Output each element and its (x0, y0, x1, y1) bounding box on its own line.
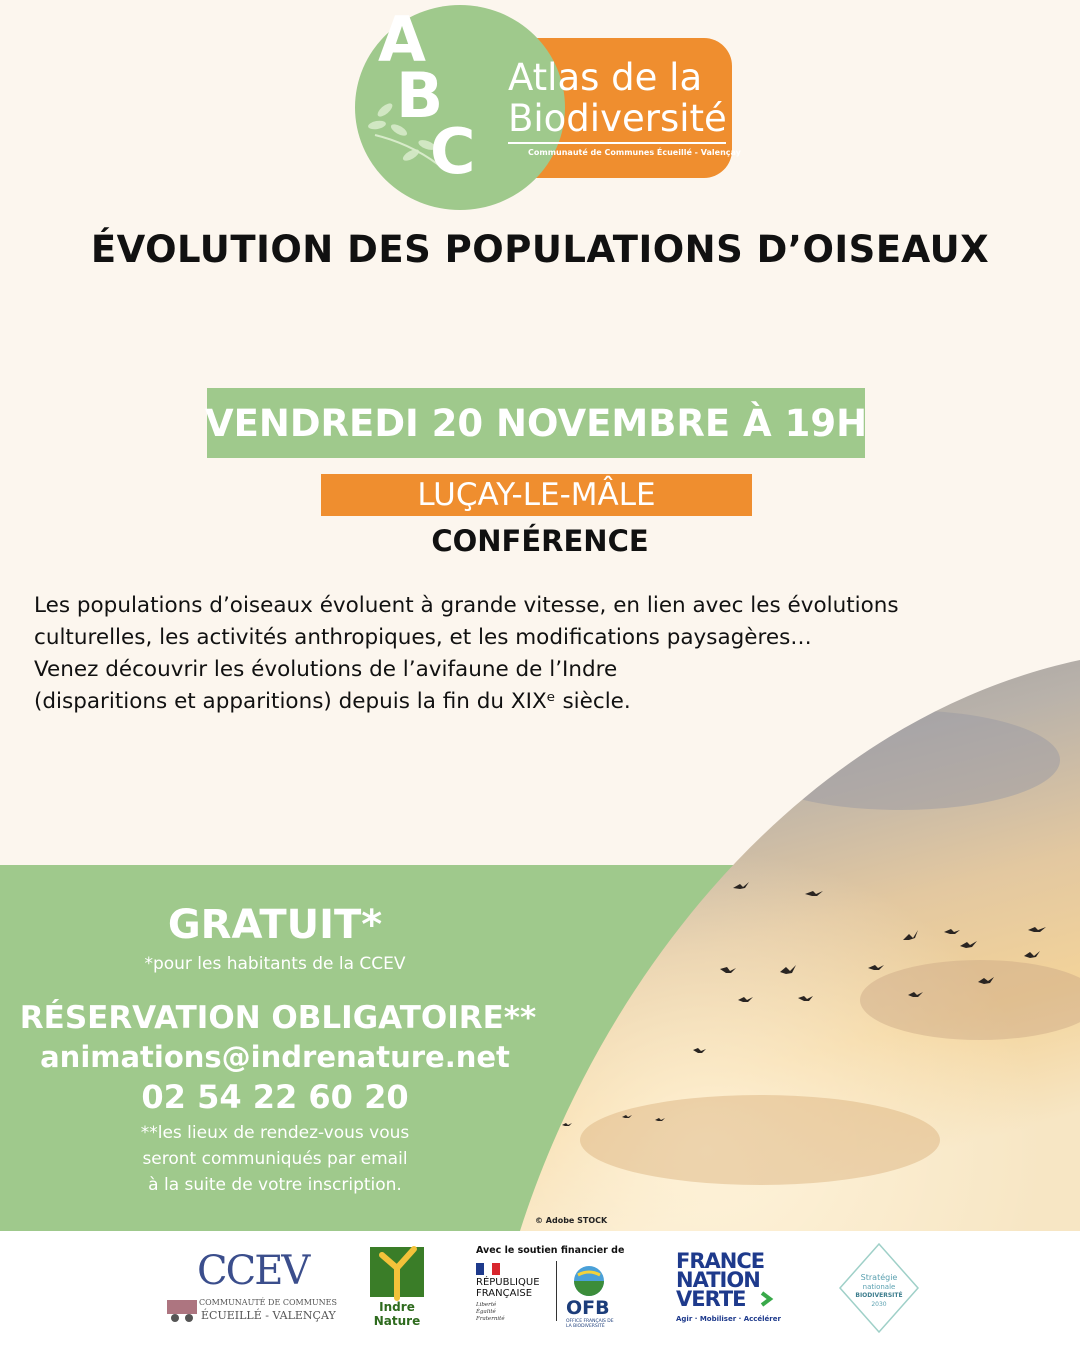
description-line: (disparitions et apparitions) depuis la fin du XIXᵉ siècle. (34, 689, 631, 714)
republique-motto (476, 1302, 505, 1323)
page-title: ÉVOLUTION DES POPULATIONS D’OISEAUX (90, 228, 990, 271)
event-place: LUÇAY-LE-MÂLE (417, 477, 656, 513)
ofb-logo (470, 1245, 625, 1333)
ofb-subtitle: OFFICE FRANÇAIS DE LA BIODIVERSITÉ (566, 1319, 614, 1329)
fnv-tagline: Agir · Mobiliser · Accélérer (676, 1315, 781, 1323)
reservation-title: RÉSERVATION OBLIGATOIRE** (19, 1000, 537, 1036)
funding-label: Avec le soutien financier de (476, 1245, 625, 1256)
logo-title-line1: Atlas de la (508, 56, 703, 99)
france-nation-verte-logo (674, 1249, 780, 1329)
ofb-globe-icon (570, 1265, 608, 1297)
logo-title-line2: Biodiversité (508, 97, 727, 140)
divider (556, 1261, 557, 1321)
marianne-flag-icon (476, 1263, 500, 1275)
fnv-line3: VERTE (676, 1287, 746, 1311)
strategie-biodiversite-logo (838, 1242, 920, 1334)
event-type: CONFÉRENCE (431, 524, 649, 558)
ccev-line2: ÉCUEILLÉ - VALENÇAY (201, 1309, 336, 1322)
indre-nature-line1: Indre (379, 1300, 415, 1314)
description-line: Venez découvrir les évolutions de l’avifaune de l’Indre (34, 657, 618, 682)
fnv-line2: NATION (676, 1268, 760, 1292)
snb-line1: Stratégie (860, 1273, 898, 1282)
ccev-line1: COMMUNAUTÉ DE COMMUNES (199, 1298, 337, 1307)
logo-abc-letters: A B C (378, 3, 472, 188)
motto-word: Fraternité (476, 1316, 505, 1322)
snb-line3: BIODIVERSITÉ (855, 1292, 903, 1299)
contact-email[interactable]: animations@indrenature.net (40, 1040, 510, 1074)
snb-line4: 2030 (871, 1301, 887, 1308)
photo-credit: © Adobe STOCK (535, 1216, 608, 1225)
snb-line2: nationale (862, 1283, 896, 1291)
description-line: culturelles, les activités anthropiques, et les modifications paysagères… (34, 625, 812, 650)
logo-subtitle: Communauté de Communes Écueillé - Valençay (528, 148, 741, 157)
ccev-mark: CCEV (197, 1248, 309, 1294)
ccev-logo (163, 1240, 337, 1330)
republique-line1: RÉPUBLIQUE (476, 1277, 540, 1288)
republique-line2: FRANÇAISE (476, 1288, 533, 1299)
motto-word: Égalité (476, 1309, 496, 1315)
figure-icon (370, 1243, 424, 1303)
ofb-name: OFB (566, 1297, 610, 1319)
description-line: Les populations d’oiseaux évoluent à grande vitesse, en lien avec les évolutions (34, 593, 899, 618)
reservation-note-line: **les lieux de rendez-vous vous (140, 1123, 410, 1143)
reservation-note-line: à la suite de votre inscription. (148, 1175, 402, 1195)
fnv-line1: FRANCE (676, 1249, 765, 1273)
event-date: VENDREDI 20 NOVEMBRE À 19H (204, 401, 868, 445)
price-note: *pour les habitants de la CCEV (144, 954, 406, 974)
price-label: GRATUIT* (167, 902, 383, 948)
indre-nature-logo (366, 1243, 428, 1329)
chevron-right-icon (760, 1291, 774, 1307)
indre-nature-line2: Nature (373, 1314, 421, 1328)
motto-word: Liberté (476, 1302, 497, 1308)
reservation-note-line: seront communiqués par email (142, 1149, 408, 1169)
contact-phone[interactable]: 02 54 22 60 20 (141, 1078, 409, 1116)
reservation-note (0, 1120, 550, 1198)
